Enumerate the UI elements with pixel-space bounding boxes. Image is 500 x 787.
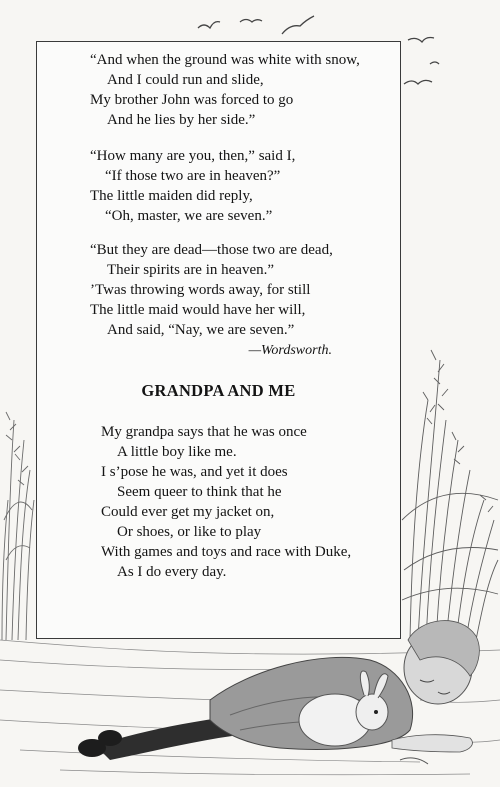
poem-line: Their spirits are in heaven.” — [107, 262, 275, 278]
girl-with-rabbit-illustration — [78, 621, 479, 764]
grass-right-illustration — [402, 350, 498, 640]
poem-line: “If those two are in heaven?” — [105, 168, 281, 184]
grass-left-illustration — [2, 412, 34, 640]
poem-line: My brother John was forced to go — [90, 92, 294, 108]
poem-line: Could ever get my jacket on, — [101, 504, 275, 520]
attribution: —Wordsworth. — [248, 343, 332, 358]
poem-line: And I could run and slide, — [107, 72, 264, 88]
poem-line: As I do every day. — [117, 564, 227, 580]
poem-line: “And when the ground was white with snow, — [90, 52, 360, 68]
poem-line: A little boy like me. — [117, 444, 237, 460]
poem-line: “Oh, master, we are seven.” — [105, 208, 273, 224]
poem-line: ’Twas throwing words away, for still — [90, 282, 311, 298]
poem-line: Or shoes, or like to play — [117, 524, 262, 540]
poem-line: “How many are you, then,” said I, — [90, 148, 296, 164]
poem-title: GRANDPA AND ME — [141, 381, 296, 400]
poem-line: With games and toys and race with Duke, — [101, 544, 352, 560]
poem-line: I s’pose he was, and yet it does — [101, 464, 288, 480]
poem-line: And said, “Nay, we are seven.” — [107, 322, 295, 338]
poem-line: “But they are dead—those two are dead, — [90, 242, 333, 258]
text-panel — [36, 41, 401, 639]
poem-line: The little maiden did reply, — [90, 188, 253, 204]
poem-line: Seem queer to think that he — [117, 484, 282, 500]
poem-line: The little maid would have her will, — [90, 302, 306, 318]
poem-line: My grandpa says that he was once — [101, 424, 307, 440]
poem-line: And he lies by her side.” — [107, 112, 256, 128]
